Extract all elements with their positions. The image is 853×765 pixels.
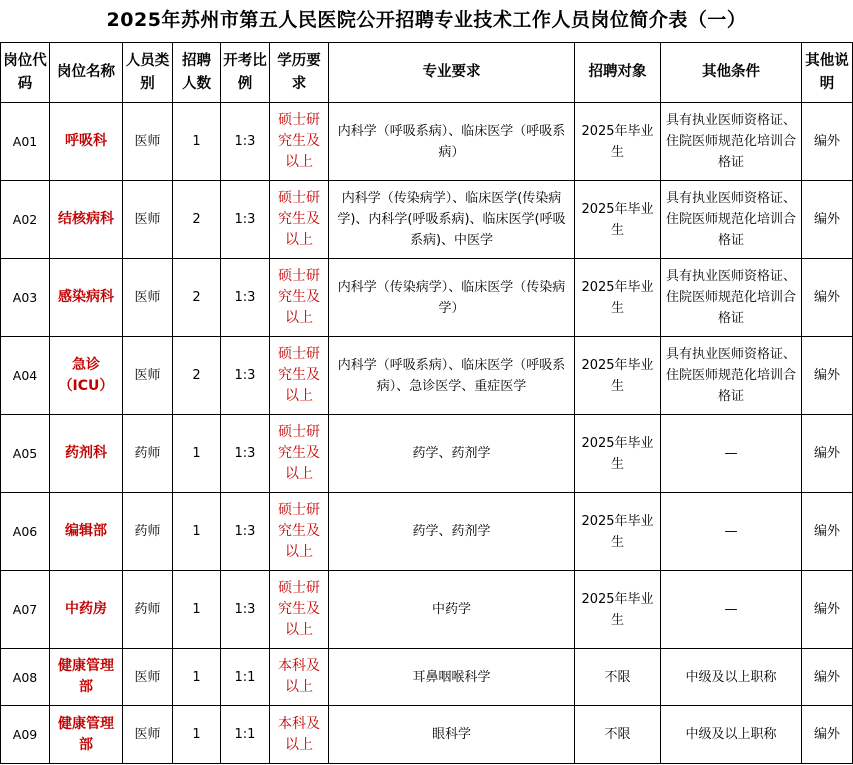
cell-target: 2025年毕业生	[575, 571, 661, 649]
cell-name: 结核病科	[50, 181, 123, 259]
cell-education: 硕士研究生及以上	[270, 259, 329, 337]
cell-ratio: 1:1	[221, 649, 270, 706]
cell-note: 编外	[802, 649, 853, 706]
cell-education: 硕士研究生及以上	[270, 415, 329, 493]
cell-category: 医师	[123, 649, 173, 706]
header-category: 人员类别	[123, 43, 173, 103]
cell-major: 药学、药剂学	[329, 415, 575, 493]
cell-other: —	[661, 415, 802, 493]
table-row	[1, 337, 853, 415]
cell-ratio: 1:3	[221, 259, 270, 337]
cell-note: 编外	[802, 706, 853, 764]
header-ratio: 开考比例	[221, 43, 270, 103]
cell-name: 健康管理部	[50, 649, 123, 706]
cell-ratio: 1:3	[221, 415, 270, 493]
cell-education: 本科及以上	[270, 706, 329, 764]
cell-count: 1	[173, 649, 221, 706]
cell-note: 编外	[802, 181, 853, 259]
cell-count: 2	[173, 181, 221, 259]
cell-major: 内科学（呼吸系病）、临床医学（呼吸系病）	[329, 103, 575, 181]
cell-target: 2025年毕业生	[575, 259, 661, 337]
cell-note: 编外	[802, 337, 853, 415]
cell-code: A02	[1, 181, 50, 259]
table-row	[1, 706, 853, 764]
cell-ratio: 1:3	[221, 337, 270, 415]
table-row	[1, 649, 853, 706]
cell-ratio: 1:1	[221, 706, 270, 764]
table-row	[1, 493, 853, 571]
cell-education: 硕士研究生及以上	[270, 337, 329, 415]
cell-category: 医师	[123, 337, 173, 415]
cell-category: 医师	[123, 259, 173, 337]
positions-table	[0, 42, 853, 764]
cell-note: 编外	[802, 259, 853, 337]
table-row	[1, 181, 853, 259]
cell-category: 药师	[123, 493, 173, 571]
cell-other: 具有执业医师资格证、住院医师规范化培训合格证	[661, 259, 802, 337]
cell-note: 编外	[802, 493, 853, 571]
cell-category: 医师	[123, 103, 173, 181]
cell-code: A03	[1, 259, 50, 337]
cell-ratio: 1:3	[221, 181, 270, 259]
cell-education: 本科及以上	[270, 649, 329, 706]
cell-category: 医师	[123, 181, 173, 259]
cell-name: 编辑部	[50, 493, 123, 571]
cell-note: 编外	[802, 415, 853, 493]
cell-code: A01	[1, 103, 50, 181]
table-row	[1, 103, 853, 181]
cell-code: A09	[1, 706, 50, 764]
cell-target: 2025年毕业生	[575, 103, 661, 181]
cell-major: 内科学（传染病学）、临床医学（传染病学）	[329, 259, 575, 337]
cell-other: 具有执业医师资格证、住院医师规范化培训合格证	[661, 181, 802, 259]
cell-count: 1	[173, 415, 221, 493]
cell-ratio: 1:3	[221, 493, 270, 571]
cell-count: 1	[173, 571, 221, 649]
cell-other: 具有执业医师资格证、住院医师规范化培训合格证	[661, 337, 802, 415]
cell-education: 硕士研究生及以上	[270, 103, 329, 181]
cell-major: 内科学（呼吸系病）、临床医学（呼吸系病）、急诊医学、重症医学	[329, 337, 575, 415]
cell-major: 内科学（传染病学）、临床医学(传染病学)、内科学(呼吸系病)、临床医学(呼吸系病)、中医学	[329, 181, 575, 259]
cell-category: 药师	[123, 571, 173, 649]
cell-target: 2025年毕业生	[575, 181, 661, 259]
cell-major: 耳鼻咽喉科学	[329, 649, 575, 706]
cell-major: 药学、药剂学	[329, 493, 575, 571]
cell-count: 1	[173, 103, 221, 181]
cell-category: 医师	[123, 706, 173, 764]
header-major: 专业要求	[329, 43, 575, 103]
table-row	[1, 571, 853, 649]
cell-count: 1	[173, 493, 221, 571]
cell-ratio: 1:3	[221, 103, 270, 181]
header-education: 学历要求	[270, 43, 329, 103]
cell-major: 眼科学	[329, 706, 575, 764]
cell-target: 不限	[575, 706, 661, 764]
cell-name: 中药房	[50, 571, 123, 649]
cell-education: 硕士研究生及以上	[270, 493, 329, 571]
cell-code: A08	[1, 649, 50, 706]
header-name: 岗位名称	[50, 43, 123, 103]
header-count: 招聘人数	[173, 43, 221, 103]
cell-target: 2025年毕业生	[575, 415, 661, 493]
table-row	[1, 259, 853, 337]
cell-code: A06	[1, 493, 50, 571]
cell-count: 1	[173, 706, 221, 764]
header-code: 岗位代码	[1, 43, 50, 103]
cell-code: A04	[1, 337, 50, 415]
cell-note: 编外	[802, 571, 853, 649]
header-target: 招聘对象	[575, 43, 661, 103]
cell-code: A05	[1, 415, 50, 493]
cell-other: 具有执业医师资格证、住院医师规范化培训合格证	[661, 103, 802, 181]
cell-count: 2	[173, 259, 221, 337]
cell-category: 药师	[123, 415, 173, 493]
cell-other: 中级及以上职称	[661, 706, 802, 764]
cell-name: 呼吸科	[50, 103, 123, 181]
table-row	[1, 415, 853, 493]
cell-other: —	[661, 493, 802, 571]
cell-name: 药剂科	[50, 415, 123, 493]
cell-major: 中药学	[329, 571, 575, 649]
cell-ratio: 1:3	[221, 571, 270, 649]
cell-education: 硕士研究生及以上	[270, 181, 329, 259]
cell-name: 健康管理部	[50, 706, 123, 764]
cell-code: A07	[1, 571, 50, 649]
header-other: 其他条件	[661, 43, 802, 103]
cell-note: 编外	[802, 103, 853, 181]
cell-count: 2	[173, 337, 221, 415]
header-note: 其他说明	[802, 43, 853, 103]
cell-name: 急诊（ICU）	[50, 337, 123, 415]
header-row	[1, 43, 853, 103]
cell-other: 中级及以上职称	[661, 649, 802, 706]
cell-target: 2025年毕业生	[575, 493, 661, 571]
page-title: 2025年苏州市第五人民医院公开招聘专业技术工作人员岗位简介表（一）	[106, 9, 747, 31]
cell-target: 2025年毕业生	[575, 337, 661, 415]
cell-education: 硕士研究生及以上	[270, 571, 329, 649]
cell-target: 不限	[575, 649, 661, 706]
cell-name: 感染病科	[50, 259, 123, 337]
cell-other: —	[661, 571, 802, 649]
